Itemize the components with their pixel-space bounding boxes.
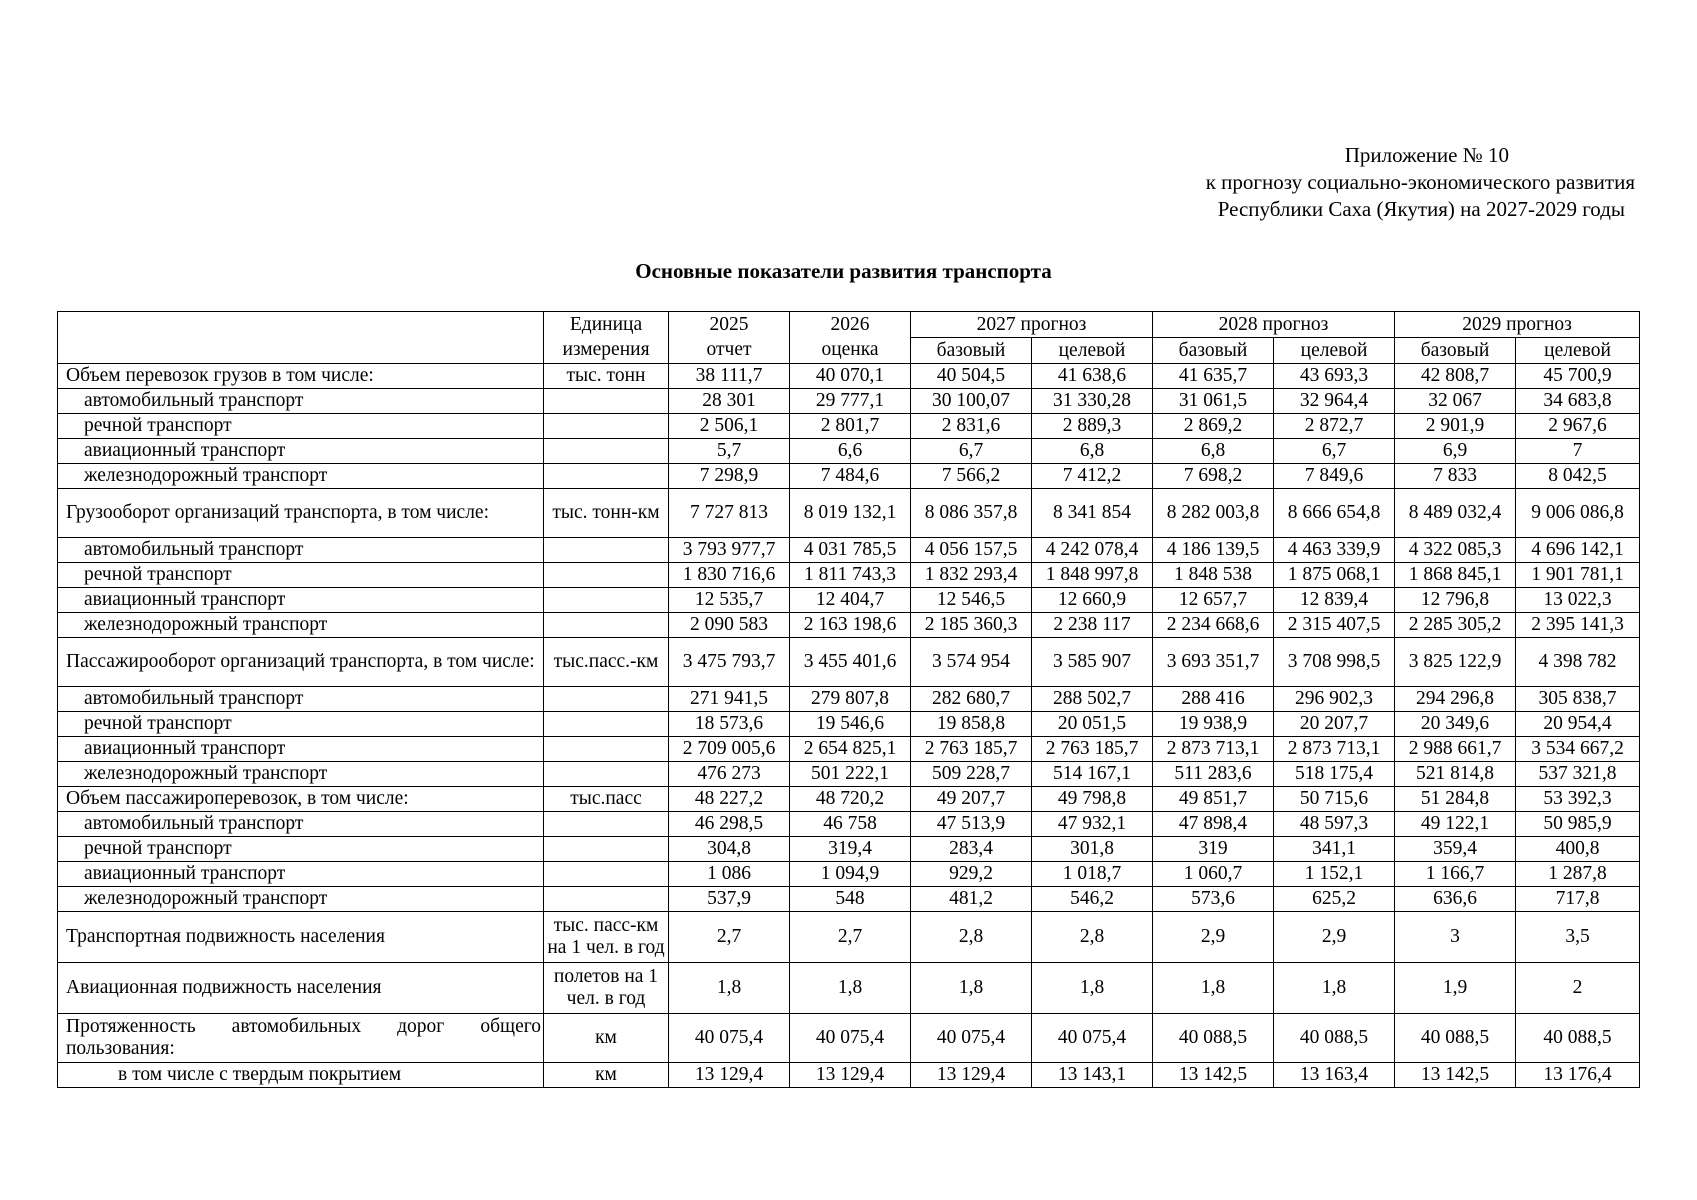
value-cell: 40 075,4	[1032, 1014, 1153, 1063]
value-cell: 42 808,7	[1395, 364, 1516, 389]
value-cell: 537 321,8	[1516, 762, 1640, 787]
indicator-name: Объем перевозок грузов в том числе:	[58, 364, 544, 389]
value-cell: 40 504,5	[911, 364, 1032, 389]
value-cell: 12 660,9	[1032, 588, 1153, 613]
value-cell: 8 042,5	[1516, 464, 1640, 489]
value-cell: 19 858,8	[911, 712, 1032, 737]
unit-cell: км	[544, 1063, 669, 1088]
value-cell: 13 142,5	[1153, 1063, 1274, 1088]
value-cell: 13 022,3	[1516, 588, 1640, 613]
value-cell: 4 463 339,9	[1274, 538, 1395, 563]
value-cell: 359,4	[1395, 837, 1516, 862]
value-cell: 3 708 998,5	[1274, 638, 1395, 687]
unit-cell	[544, 538, 669, 563]
value-cell: 13 163,4	[1274, 1063, 1395, 1088]
indicator-name: Авиационная подвижность населения	[58, 963, 544, 1014]
unit-cell	[544, 812, 669, 837]
value-cell: 28 301	[669, 389, 790, 414]
unit-cell	[544, 837, 669, 862]
value-cell: 19 938,9	[1153, 712, 1274, 737]
header-unit-bottom: измерения	[562, 339, 650, 360]
table-row	[58, 687, 1640, 712]
value-cell: 1 875 068,1	[1274, 563, 1395, 588]
table-row	[58, 563, 1640, 588]
value-cell: 32 964,4	[1274, 389, 1395, 414]
value-cell: 1 166,7	[1395, 862, 1516, 887]
value-cell: 7 727 813	[669, 489, 790, 538]
value-cell: 2 831,6	[911, 414, 1032, 439]
value-cell: 40 075,4	[669, 1014, 790, 1063]
header-2027: 2027 прогноз	[911, 312, 1153, 338]
value-cell: 2,9	[1153, 912, 1274, 963]
header-2028: 2028 прогноз	[1153, 312, 1395, 338]
value-cell: 53 392,3	[1516, 787, 1640, 812]
value-cell: 18 573,6	[669, 712, 790, 737]
value-cell: 1,8	[1032, 963, 1153, 1014]
value-cell: 12 796,8	[1395, 588, 1516, 613]
value-cell: 8 666 654,8	[1274, 489, 1395, 538]
value-cell: 13 142,5	[1395, 1063, 1516, 1088]
unit-cell: тыс. пасс-км на 1 чел. в год	[544, 912, 669, 963]
indicator-name: речной транспорт	[58, 837, 544, 862]
unit-cell	[544, 762, 669, 787]
value-cell: 518 175,4	[1274, 762, 1395, 787]
table-row	[58, 737, 1640, 762]
value-cell: 2 901,9	[1395, 414, 1516, 439]
value-cell: 3 534 667,2	[1516, 737, 1640, 762]
table-row	[58, 414, 1640, 439]
value-cell: 7 412,2	[1032, 464, 1153, 489]
value-cell: 43 693,3	[1274, 364, 1395, 389]
value-cell: 45 700,9	[1516, 364, 1640, 389]
value-cell: 4 031 785,5	[790, 538, 911, 563]
value-cell: 2,9	[1274, 912, 1395, 963]
indicator-name: авиационный транспорт	[58, 588, 544, 613]
value-cell: 6,8	[1153, 439, 1274, 464]
value-cell: 2 506,1	[669, 414, 790, 439]
value-cell: 4 242 078,4	[1032, 538, 1153, 563]
value-cell: 3 455 401,6	[790, 638, 911, 687]
appendix-region: Республики Саха (Якутия) на 2027-2029 годы	[1217, 197, 1625, 221]
value-cell: 476 273	[669, 762, 790, 787]
value-cell: 2,7	[669, 912, 790, 963]
value-cell: 1 868 845,1	[1395, 563, 1516, 588]
indicator-name: авиационный транспорт	[58, 439, 544, 464]
value-cell: 2 185 360,3	[911, 613, 1032, 638]
value-cell: 319,4	[790, 837, 911, 862]
header-2027-base: базовый	[911, 338, 1032, 364]
indicator-name: автомобильный транспорт	[58, 687, 544, 712]
value-cell: 48 720,2	[790, 787, 911, 812]
table-row	[58, 787, 1640, 812]
value-cell: 47 898,4	[1153, 812, 1274, 837]
value-cell: 47 932,1	[1032, 812, 1153, 837]
value-cell: 625,2	[1274, 887, 1395, 912]
value-cell: 3 585 907	[1032, 638, 1153, 687]
value-cell: 31 330,28	[1032, 389, 1153, 414]
value-cell: 50 985,9	[1516, 812, 1640, 837]
unit-cell	[544, 588, 669, 613]
indicator-name: авиационный транспорт	[58, 862, 544, 887]
value-cell: 929,2	[911, 862, 1032, 887]
value-cell: 2 763 185,7	[1032, 737, 1153, 762]
value-cell: 319	[1153, 837, 1274, 862]
value-cell: 2 395 141,3	[1516, 613, 1640, 638]
unit-cell	[544, 389, 669, 414]
value-cell: 9 006 086,8	[1516, 489, 1640, 538]
value-cell: 288 502,7	[1032, 687, 1153, 712]
value-cell: 13 129,4	[669, 1063, 790, 1088]
document-title-text: Основные показатели развития транспорта	[635, 259, 1052, 283]
table-row	[58, 812, 1640, 837]
value-cell: 20 954,4	[1516, 712, 1640, 737]
value-cell: 2,8	[911, 912, 1032, 963]
value-cell: 636,6	[1395, 887, 1516, 912]
value-cell: 501 222,1	[790, 762, 911, 787]
table-row	[58, 862, 1640, 887]
value-cell: 20 051,5	[1032, 712, 1153, 737]
value-cell: 1,8	[790, 963, 911, 1014]
value-cell: 40 070,1	[790, 364, 911, 389]
value-cell: 8 086 357,8	[911, 489, 1032, 538]
value-cell: 40 075,4	[911, 1014, 1032, 1063]
unit-cell	[544, 687, 669, 712]
value-cell: 40 088,5	[1516, 1014, 1640, 1063]
unit-cell: тыс.пасс.-км	[544, 638, 669, 687]
table-row	[58, 389, 1640, 414]
appendix-note	[935, 142, 1635, 223]
value-cell: 3 825 122,9	[1395, 638, 1516, 687]
indicator-name: Объем пассажироперевозок, в том числе:	[58, 787, 544, 812]
value-cell: 12 546,5	[911, 588, 1032, 613]
value-cell: 717,8	[1516, 887, 1640, 912]
value-cell: 7 298,9	[669, 464, 790, 489]
value-cell: 4 056 157,5	[911, 538, 1032, 563]
value-cell: 2 709 005,6	[669, 737, 790, 762]
unit-cell	[544, 737, 669, 762]
value-cell: 1 832 293,4	[911, 563, 1032, 588]
value-cell: 1,8	[669, 963, 790, 1014]
value-cell: 1 830 716,6	[669, 563, 790, 588]
value-cell: 3 475 793,7	[669, 638, 790, 687]
value-cell: 49 122,1	[1395, 812, 1516, 837]
value-cell: 481,2	[911, 887, 1032, 912]
value-cell: 32 067	[1395, 389, 1516, 414]
value-cell: 8 282 003,8	[1153, 489, 1274, 538]
value-cell: 51 284,8	[1395, 787, 1516, 812]
header-2025-year: 2025	[709, 314, 749, 335]
value-cell: 2 763 185,7	[911, 737, 1032, 762]
value-cell: 1 848 538	[1153, 563, 1274, 588]
value-cell: 20 349,6	[1395, 712, 1516, 737]
header-unit	[544, 312, 669, 364]
indicator-name: автомобильный транспорт	[58, 538, 544, 563]
indicator-name: автомобильный транспорт	[58, 812, 544, 837]
value-cell: 2 872,7	[1274, 414, 1395, 439]
value-cell: 13 176,4	[1516, 1063, 1640, 1088]
value-cell: 7 698,2	[1153, 464, 1274, 489]
value-cell: 3 793 977,7	[669, 538, 790, 563]
unit-cell	[544, 464, 669, 489]
value-cell: 12 404,7	[790, 588, 911, 613]
indicator-name: железнодорожный транспорт	[58, 887, 544, 912]
value-cell: 2 163 198,6	[790, 613, 911, 638]
value-cell: 50 715,6	[1274, 787, 1395, 812]
unit-cell	[544, 712, 669, 737]
value-cell: 7 484,6	[790, 464, 911, 489]
table-row	[58, 613, 1640, 638]
header-2027-target: целевой	[1032, 338, 1153, 364]
value-cell: 2 285 305,2	[1395, 613, 1516, 638]
value-cell: 19 546,6	[790, 712, 911, 737]
value-cell: 30 100,07	[911, 389, 1032, 414]
value-cell: 4 398 782	[1516, 638, 1640, 687]
table-row	[58, 588, 1640, 613]
header-2025-type: отчет	[706, 339, 752, 360]
unit-cell	[544, 439, 669, 464]
table-row	[58, 538, 1640, 563]
value-cell: 7	[1516, 439, 1640, 464]
value-cell: 3 693 351,7	[1153, 638, 1274, 687]
value-cell: 6,7	[1274, 439, 1395, 464]
value-cell: 41 638,6	[1032, 364, 1153, 389]
header-2028-base: базовый	[1153, 338, 1274, 364]
table-row	[58, 837, 1640, 862]
value-cell: 294 296,8	[1395, 687, 1516, 712]
value-cell: 1 086	[669, 862, 790, 887]
value-cell: 511 283,6	[1153, 762, 1274, 787]
table-row	[58, 364, 1640, 389]
value-cell: 13 129,4	[790, 1063, 911, 1088]
value-cell: 2 873 713,1	[1274, 737, 1395, 762]
value-cell: 1 811 743,3	[790, 563, 911, 588]
value-cell: 38 111,7	[669, 364, 790, 389]
value-cell: 1 152,1	[1274, 862, 1395, 887]
value-cell: 8 019 132,1	[790, 489, 911, 538]
header-2026-type: оценка	[821, 339, 879, 360]
value-cell: 49 798,8	[1032, 787, 1153, 812]
value-cell: 1,9	[1395, 963, 1516, 1014]
header-2026-year: 2026	[830, 314, 870, 335]
transport-indicators-table	[57, 311, 1640, 1088]
value-cell: 46 758	[790, 812, 911, 837]
indicator-name: авиационный транспорт	[58, 737, 544, 762]
header-2026	[790, 312, 911, 364]
value-cell: 1,8	[1274, 963, 1395, 1014]
indicator-name: автомобильный транспорт	[58, 389, 544, 414]
value-cell: 31 061,5	[1153, 389, 1274, 414]
value-cell: 13 143,1	[1032, 1063, 1153, 1088]
value-cell: 2 873 713,1	[1153, 737, 1274, 762]
table-row	[58, 439, 1640, 464]
value-cell: 8 341 854	[1032, 489, 1153, 538]
value-cell: 2	[1516, 963, 1640, 1014]
value-cell: 49 851,7	[1153, 787, 1274, 812]
table-row	[58, 464, 1640, 489]
value-cell: 12 535,7	[669, 588, 790, 613]
indicator-name: Транспортная подвижность населения	[58, 912, 544, 963]
value-cell: 48 597,3	[1274, 812, 1395, 837]
value-cell: 40 088,5	[1153, 1014, 1274, 1063]
value-cell: 283,4	[911, 837, 1032, 862]
value-cell: 2 090 583	[669, 613, 790, 638]
value-cell: 1 060,7	[1153, 862, 1274, 887]
table-row	[58, 963, 1640, 1014]
table-row	[58, 912, 1640, 963]
indicator-name: речной транспорт	[58, 712, 544, 737]
value-cell: 548	[790, 887, 911, 912]
value-cell: 3,5	[1516, 912, 1640, 963]
table-row	[58, 712, 1640, 737]
value-cell: 1 901 781,1	[1516, 563, 1640, 588]
value-cell: 2 315 407,5	[1274, 613, 1395, 638]
unit-cell	[544, 613, 669, 638]
indicator-name: железнодорожный транспорт	[58, 613, 544, 638]
value-cell: 4 322 085,3	[1395, 538, 1516, 563]
appendix-reference: к прогнозу социально-экономического развития	[1205, 170, 1635, 194]
value-cell: 7 849,6	[1274, 464, 1395, 489]
value-cell: 537,9	[669, 887, 790, 912]
indicator-name: речной транспорт	[58, 563, 544, 588]
value-cell: 47 513,9	[911, 812, 1032, 837]
document-title	[0, 259, 1697, 284]
value-cell: 521 814,8	[1395, 762, 1516, 787]
indicator-name: Грузооборот организаций транспорта, в том числе:	[58, 489, 544, 538]
value-cell: 2 889,3	[1032, 414, 1153, 439]
table-row	[58, 1014, 1640, 1063]
value-cell: 279 807,8	[790, 687, 911, 712]
table-row	[58, 1063, 1640, 1088]
indicator-name: железнодорожный транспорт	[58, 762, 544, 787]
value-cell: 2,8	[1032, 912, 1153, 963]
value-cell: 40 075,4	[790, 1014, 911, 1063]
value-cell: 20 207,7	[1274, 712, 1395, 737]
value-cell: 2 967,6	[1516, 414, 1640, 439]
header-2025	[669, 312, 790, 364]
value-cell: 40 088,5	[1274, 1014, 1395, 1063]
header-2029-base: базовый	[1395, 338, 1516, 364]
value-cell: 6,9	[1395, 439, 1516, 464]
appendix-number: Приложение № 10	[1344, 143, 1509, 167]
value-cell: 1,8	[1153, 963, 1274, 1014]
header-row-1	[58, 312, 1640, 338]
header-2029: 2029 прогноз	[1395, 312, 1640, 338]
value-cell: 8 489 032,4	[1395, 489, 1516, 538]
value-cell: 12 839,4	[1274, 588, 1395, 613]
value-cell: 1 018,7	[1032, 862, 1153, 887]
value-cell: 2 654 825,1	[790, 737, 911, 762]
unit-cell: км	[544, 1014, 669, 1063]
table-row	[58, 762, 1640, 787]
value-cell: 29 777,1	[790, 389, 911, 414]
value-cell: 34 683,8	[1516, 389, 1640, 414]
value-cell: 7 833	[1395, 464, 1516, 489]
value-cell: 13 129,4	[911, 1063, 1032, 1088]
value-cell: 546,2	[1032, 887, 1153, 912]
value-cell: 6,6	[790, 439, 911, 464]
value-cell: 5,7	[669, 439, 790, 464]
value-cell: 2 869,2	[1153, 414, 1274, 439]
value-cell: 301,8	[1032, 837, 1153, 862]
unit-cell: полетов на 1 чел. в год	[544, 963, 669, 1014]
value-cell: 46 298,5	[669, 812, 790, 837]
indicator-name: Протяженность автомобильных дорог общего пользования:	[58, 1014, 544, 1063]
value-cell: 40 088,5	[1395, 1014, 1516, 1063]
value-cell: 400,8	[1516, 837, 1640, 862]
value-cell: 509 228,7	[911, 762, 1032, 787]
indicator-name: речной транспорт	[58, 414, 544, 439]
table-row	[58, 489, 1640, 538]
value-cell: 3 574 954	[911, 638, 1032, 687]
header-unit-top: Единица	[569, 314, 643, 335]
value-cell: 48 227,2	[669, 787, 790, 812]
value-cell: 12 657,7	[1153, 588, 1274, 613]
value-cell: 49 207,7	[911, 787, 1032, 812]
header-2028-target: целевой	[1274, 338, 1395, 364]
unit-cell	[544, 563, 669, 588]
value-cell: 1 287,8	[1516, 862, 1640, 887]
indicator-name: железнодорожный транспорт	[58, 464, 544, 489]
unit-cell	[544, 887, 669, 912]
table-row	[58, 638, 1640, 687]
value-cell: 1 094,9	[790, 862, 911, 887]
value-cell: 2 801,7	[790, 414, 911, 439]
value-cell: 305 838,7	[1516, 687, 1640, 712]
value-cell: 282 680,7	[911, 687, 1032, 712]
value-cell: 296 902,3	[1274, 687, 1395, 712]
indicator-name: в том числе с твердым покрытием	[58, 1063, 544, 1088]
value-cell: 271 941,5	[669, 687, 790, 712]
value-cell: 6,7	[911, 439, 1032, 464]
value-cell: 341,1	[1274, 837, 1395, 862]
table-row	[58, 887, 1640, 912]
value-cell: 288 416	[1153, 687, 1274, 712]
unit-cell: тыс. тонн	[544, 364, 669, 389]
value-cell: 7 566,2	[911, 464, 1032, 489]
value-cell: 3	[1395, 912, 1516, 963]
value-cell: 41 635,7	[1153, 364, 1274, 389]
unit-cell: тыс.пасс	[544, 787, 669, 812]
header-indicator	[58, 312, 544, 364]
unit-cell	[544, 862, 669, 887]
value-cell: 1 848 997,8	[1032, 563, 1153, 588]
value-cell: 514 167,1	[1032, 762, 1153, 787]
value-cell: 2 238 117	[1032, 613, 1153, 638]
indicator-name: Пассажирооборот организаций транспорта, в том числе:	[58, 638, 544, 687]
value-cell: 4 186 139,5	[1153, 538, 1274, 563]
value-cell: 6,8	[1032, 439, 1153, 464]
header-2029-target: целевой	[1516, 338, 1640, 364]
value-cell: 1,8	[911, 963, 1032, 1014]
value-cell: 304,8	[669, 837, 790, 862]
value-cell: 4 696 142,1	[1516, 538, 1640, 563]
value-cell: 573,6	[1153, 887, 1274, 912]
unit-cell: тыс. тонн-км	[544, 489, 669, 538]
value-cell: 2,7	[790, 912, 911, 963]
value-cell: 2 988 661,7	[1395, 737, 1516, 762]
value-cell: 2 234 668,6	[1153, 613, 1274, 638]
unit-cell	[544, 414, 669, 439]
